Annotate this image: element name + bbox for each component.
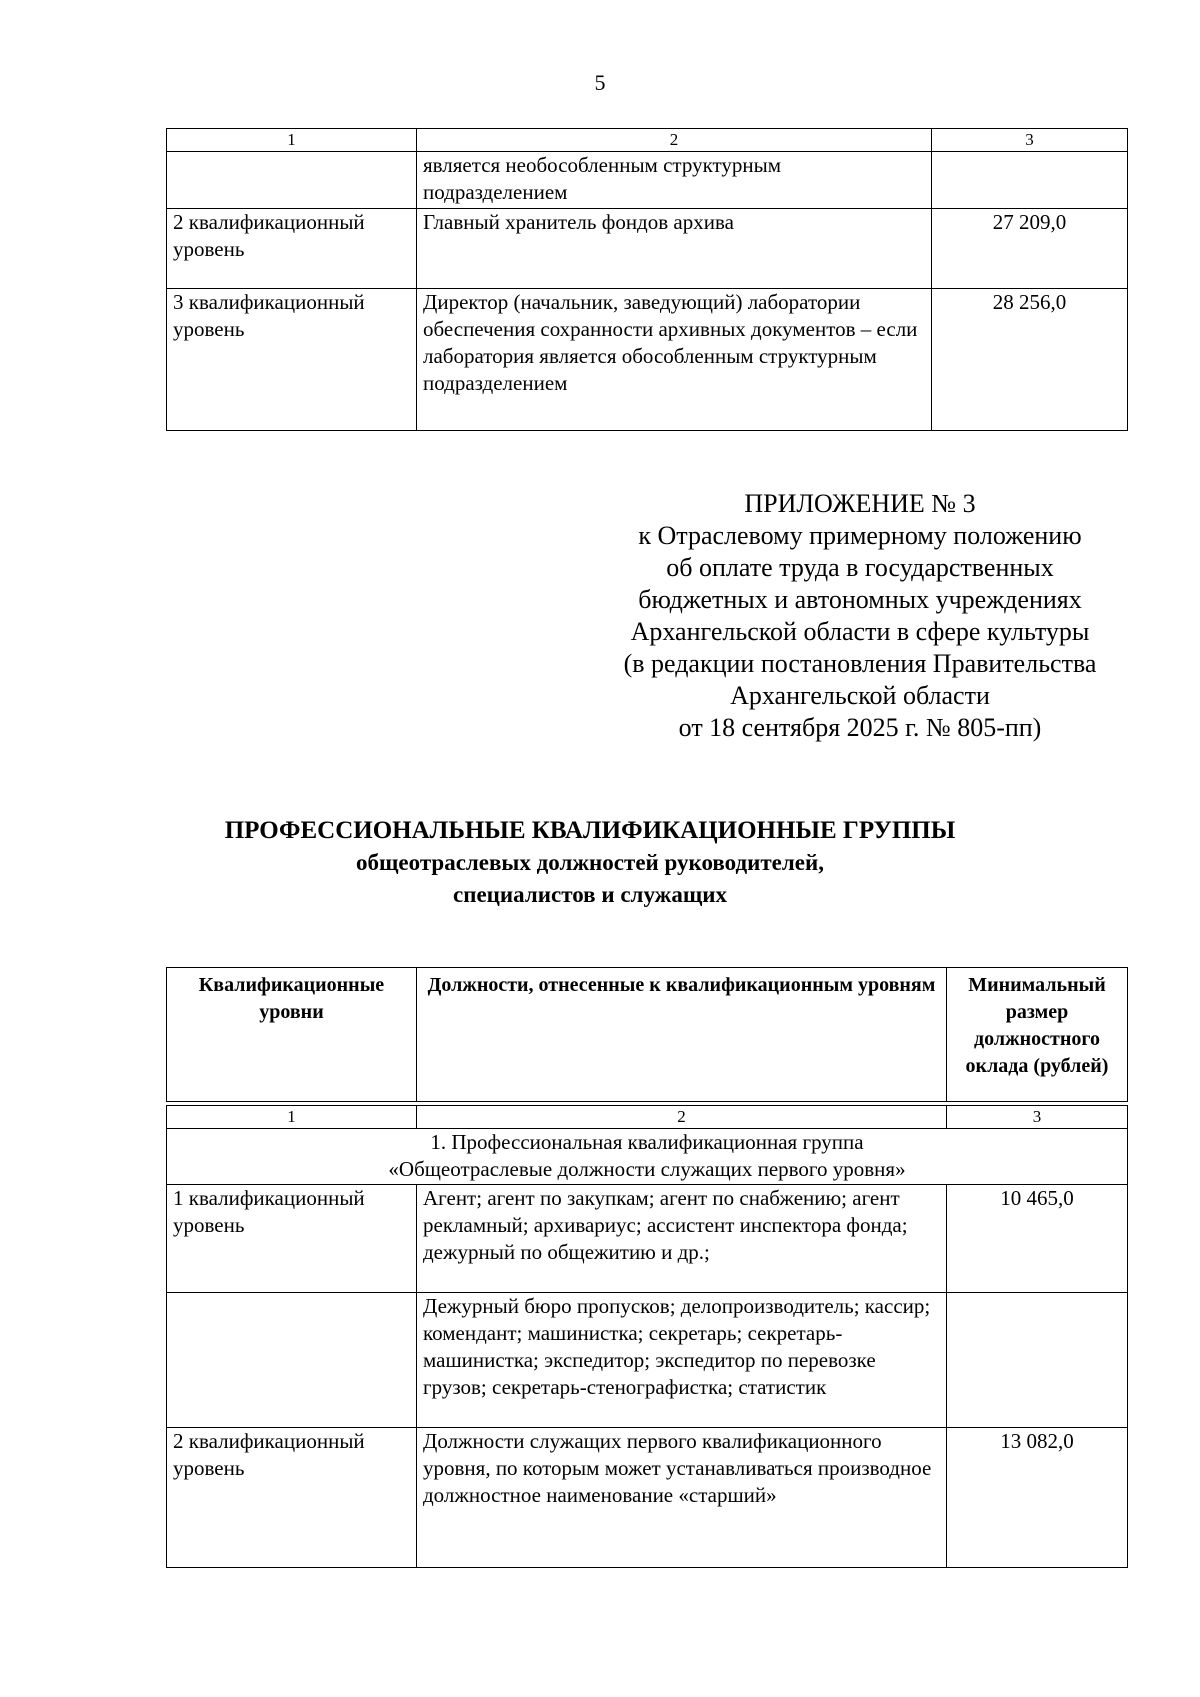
level-cell (167, 152, 417, 209)
positions-cell: Агент; агент по закупкам; агент по снабжению; агент рекламный; архивариус; ассистент инспектора фонда; дежурный по общежитию и др.; (417, 1185, 947, 1293)
appendix-line: к Отраслевому примерному положению (638, 521, 1082, 550)
appendix-line: бюджетных и автономных учреждениях (638, 585, 1082, 614)
column-number: 2 (417, 1106, 947, 1129)
header-levels: Квалификационные уровни (167, 968, 417, 1102)
main-table-header (166, 967, 1128, 1102)
document-heading (140, 815, 1040, 911)
group-title-line: 1. Профессиональная квалификационная группа (430, 1130, 864, 1154)
header-salary: Минимальный размер должностного оклада (рублей) (947, 968, 1128, 1102)
table-row (167, 1293, 1128, 1428)
level-cell: 1 квалификационный уровень (167, 1185, 417, 1293)
positions-cell: Должности служащих первого квалификационного уровня, по которым может устанавливаться производное должностное наименование «старший» (417, 1428, 947, 1568)
table-row (167, 1428, 1128, 1568)
level-cell: 2 квалификационный уровень (167, 209, 417, 289)
header-positions: Должности, отнесенные к квалификационным уровням (417, 968, 947, 1102)
column-number-row (167, 129, 1128, 152)
table-row (167, 289, 1128, 431)
level-cell: 2 квалификационный уровень (167, 1428, 417, 1568)
appendix-title: ПРИЛОЖЕНИЕ № 3 (744, 489, 976, 518)
column-number: 1 (167, 1106, 417, 1129)
table-row (167, 1185, 1128, 1293)
main-table (166, 1105, 1128, 1568)
appendix-line: об оплате труда в государственных (666, 553, 1054, 582)
salary-cell: 27 209,0 (932, 209, 1128, 289)
heading-line: ПРОФЕССИОНАЛЬНЫЕ КВАЛИФИКАЦИОННЫЕ ГРУППЫ (224, 817, 956, 844)
salary-cell: 28 256,0 (932, 289, 1128, 431)
table-row (167, 209, 1128, 289)
column-number: 3 (932, 129, 1128, 152)
salary-cell: 13 082,0 (947, 1428, 1128, 1568)
group-title-line: «Общеотраслевые должности служащих первого уровня» (388, 1157, 906, 1181)
top-table (166, 128, 1128, 431)
column-number-row (167, 1106, 1128, 1129)
group-title-row (167, 1129, 1128, 1185)
appendix-line: Архангельской области в сфере культуры (630, 617, 1090, 646)
group-title (167, 1129, 1128, 1185)
column-number: 1 (167, 129, 417, 152)
appendix-line: (в редакции постановления Правительства (623, 649, 1097, 678)
positions-cell: является необособленным структурным подразделением (417, 152, 932, 209)
positions-cell: Директор (начальник, заведующий) лаборатории обеспечения сохранности архивных документов – если лаборатория является обособленным структурным подразделением (417, 289, 932, 431)
heading-line: общеотраслевых должностей руководителей, (356, 850, 824, 875)
column-number: 3 (947, 1106, 1128, 1129)
appendix-line: от 18 сентября 2025 г. № 805-пп) (678, 713, 1042, 742)
appendix-block (590, 488, 1130, 744)
salary-cell (947, 1293, 1128, 1428)
level-cell: 3 квалификационный уровень (167, 289, 417, 431)
heading-line: специалистов и служащих (453, 882, 727, 907)
table-row (167, 152, 1128, 209)
positions-cell: Дежурный бюро пропусков; делопроизводитель; кассир; комендант; машинистка; секретарь; секретарь-машинистка; экспедитор; экспедитор по перевозке грузов; секретарь-стенографистка; статистик (417, 1293, 947, 1428)
appendix-line: Архангельской области (730, 681, 990, 710)
positions-cell: Главный хранитель фондов архива (417, 209, 932, 289)
salary-cell: 10 465,0 (947, 1185, 1128, 1293)
page-number: 5 (594, 70, 606, 95)
level-cell (167, 1293, 417, 1428)
column-number: 2 (417, 129, 932, 152)
salary-cell (932, 152, 1128, 209)
